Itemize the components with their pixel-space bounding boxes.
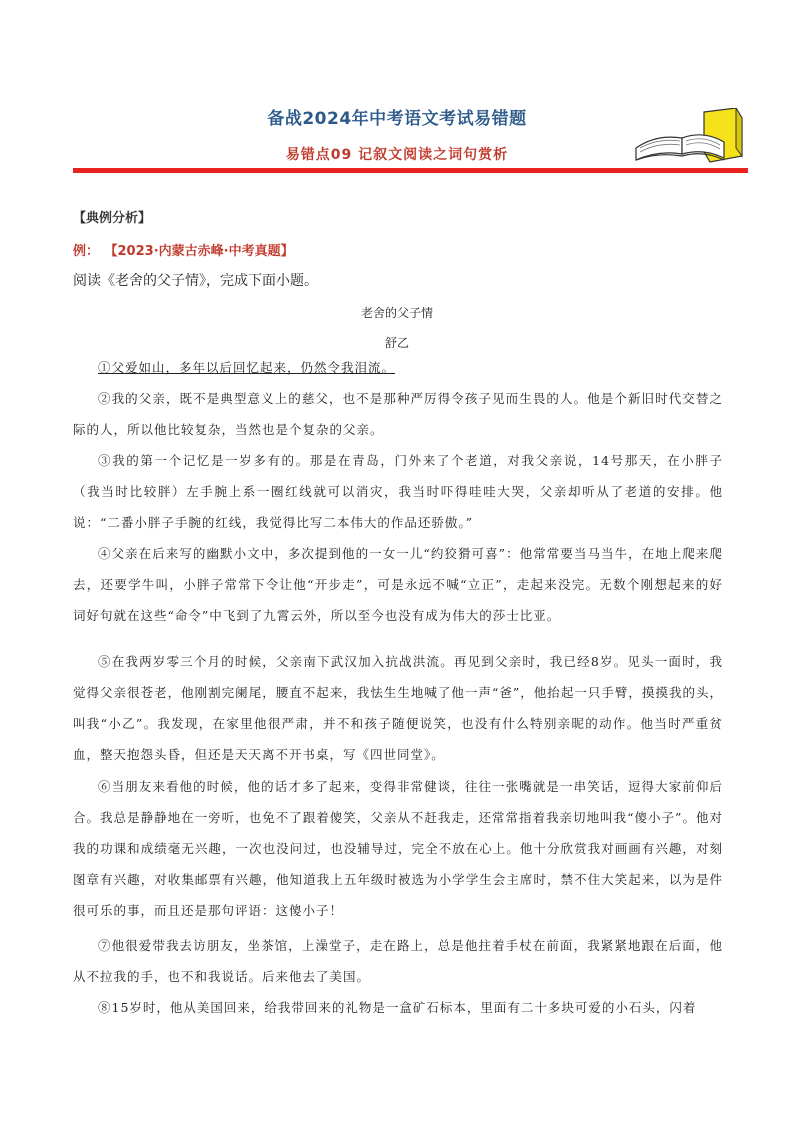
paragraph: ③我的第一个记忆是一岁多有的。那是在青岛，门外来了个老道，对我父亲说，14号那天，在小胖子（我当时比较胖）左手腕上系一圈红线就可以消灾，我当时吓得哇哇大哭，父亲却听从了老道的安排。他说：“二番小胖子手腕的红线，我觉得比写二本伟大的作品还骄傲。” [73,453,723,530]
paragraph: ⑧15岁时，他从美国回来，给我带回来的礼物是一盒矿石标本，里面有二十多块可爱的小石头，闪着 [98,1000,697,1015]
example-prefix: 例： [73,244,100,259]
main-title: 备战2024年中考语文考试易错题 [267,109,527,129]
paragraph: ②我的父亲，既不是典型意义上的慈父，也不是那种严厉得令孩子见而生畏的人。他是个新旧时代交替之际的人，所以他比较复杂，当然也是个复杂的父亲。 [73,391,723,437]
paragraph: ①父爱如山，多年以后回忆起来，仍然令我泪流。 [98,360,396,375]
instruction: 阅读《老舍的父子情》，完成下面小题。 [73,273,318,289]
paragraph: ⑥当朋友来看他的时候，他的话才多了起来，变得非常健谈，往往一张嘴就是一串笑话，逗得大家前仰后合。我总是静静地在一旁听，也免不了跟着傻笑，父亲从不赶我走，还常常指着我亲切地叫我“傻小子”。他对我的功课和成绩毫无兴趣，一次也没问过，也没辅导过，完全不放在心上。他十分欣赏我对画画有兴趣，对刻图章有兴趣，对收集邮票有兴趣，他知道我上五年级时被选为小学学生会主席时，禁不住大笑起来，以为是件很可乐的事，而且还是那句评语：这傻小子！ [73,779,723,918]
paragraph: ⑦他很爱带我去访朋友，坐茶馆，上澡堂子，走在路上，总是他拄着手杖在前面，我紧紧地跟在后面，他从不拉我的手，也不和我说话。后来他去了美国。 [73,938,723,984]
passage-author: 舒乙 [384,336,409,350]
header-rule [73,168,748,173]
example-line [73,240,294,259]
sub-title: 易错点09 记叙文阅读之词句赏析 [285,147,509,163]
book-icon [632,108,744,164]
paragraph: ⑤在我两岁零三个月的时候，父亲南下武汉加入抗战洪流。再见到父亲时，我已经8岁。见头一面时，我觉得父亲很苍老，他刚割完阑尾，腰直不起来，我怯生生地喊了他一声“爸”，他抬起一只手臂，摸摸我的头，叫我“小乙”。我发现，在家里他很严肃，并不和孩子随便说笑，也没有什么特别亲昵的动作。他当时严重贫血，整天抱怨头昏，但还是天天离不开书桌，写《四世同堂》。 [73,654,723,762]
example-source: 【2023·内蒙古赤峰·中考真题】 [111,244,294,259]
section-label: 【典例分析】 [73,211,152,226]
paragraph: ④父亲在后来写的幽默小文中，多次提到他的一女一儿“约狡猾可喜”：他常常要当马当牛，在地上爬来爬去，还要学牛叫，小胖子常常下令让他“开步走”，可是永远不喊“立正”，走起来没完。无数个刚想起来的好词好句就在这些“命令”中飞到了九霄云外，所以至今也没有成为伟大的莎士比亚。 [73,546,723,623]
passage-title: 老舍的父子情 [360,306,433,320]
